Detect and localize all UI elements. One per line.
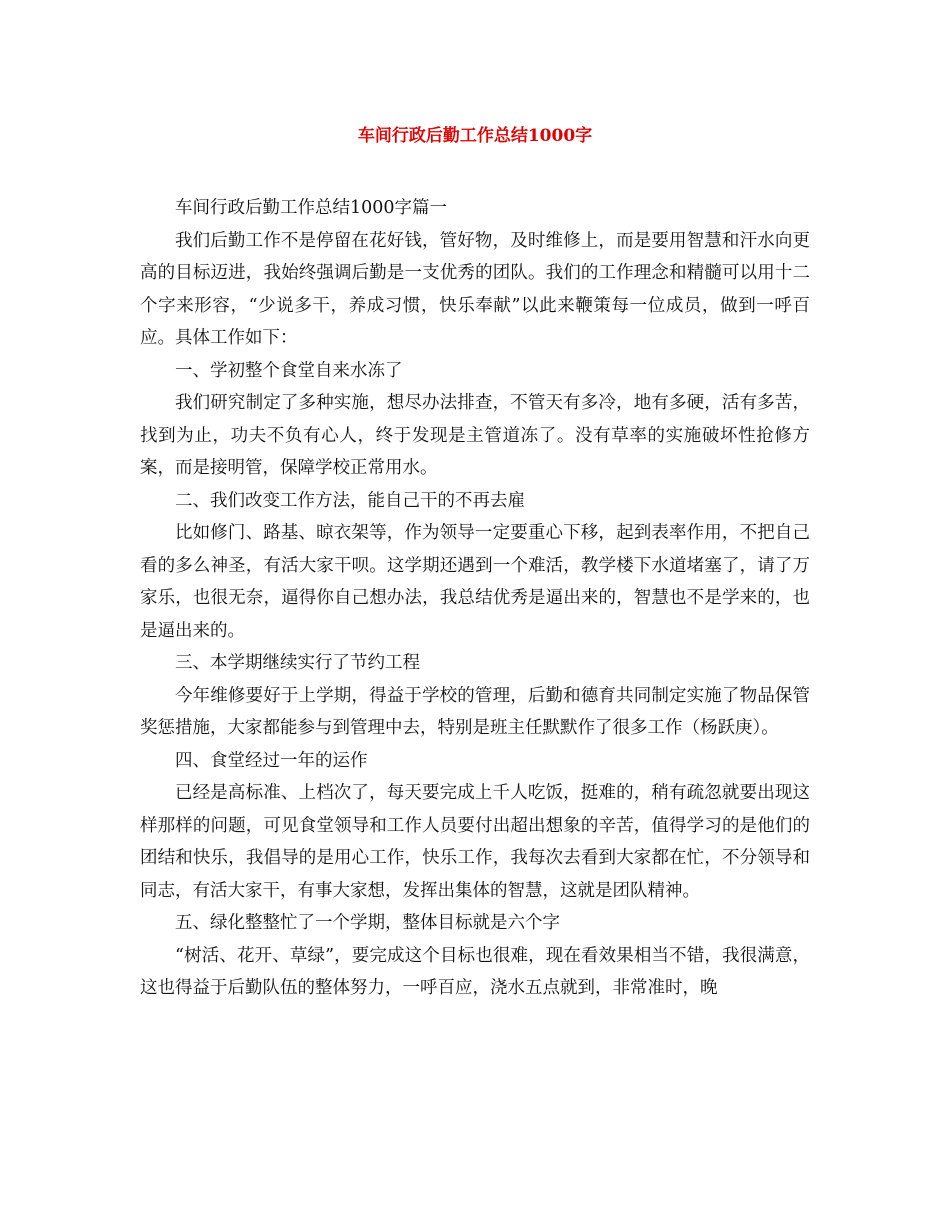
section-heading: 一、学初整个食堂自来水冻了	[175, 360, 403, 381]
section-heading: 四、食堂经过一年的运作	[175, 750, 368, 771]
document-body	[140, 192, 810, 1005]
paragraph: 已经是高标准、上档次了，每天要完成上千人吃饭，挺难的，稍有疏忽就要出现这样那样的问题，可见食堂领导和工作人员要付出超出想象的辛苦，值得学习的是他们的团结和快乐，我倡导的是用心工作，快乐工作，我每次去看到大家都在忙，不分领导和同志，有活大家干，有事大家想，发挥出集体的智慧，这就是团队精神。	[140, 783, 810, 901]
paragraph: “树活、花开、草绿”，要完成这个目标也很难，现在看效果相当不错，我很满意，这也得益于后勤队伍的整体努力，一呼百应，浇水五点就到，非常准时，晚	[140, 945, 810, 998]
section-heading: 二、我们改变工作方法，能自己干的不再去雇	[175, 490, 525, 511]
paragraph: 我们后勤工作不是停留在花好钱，管好物，及时维修上，而是要用智慧和汗水向更高的目标迈进，我始终强调后勤是一支优秀的团队。我们的工作理念和精髓可以用十二个字来形容，“少说多干，养成习惯，快乐奉献”以此来鞭策每一位成员，做到一呼百应。具体工作如下：	[140, 230, 810, 348]
document-title: 车间行政后勤工作总结1000字	[357, 126, 593, 146]
paragraph: 我们研究制定了多种实施，想尽办法排查，不管天有多冷，地有多硬，活有多苦，找到为止，功夫不负有心人，终于发现是主管道冻了。没有草率的实施破坏性抢修方案，而是接明管，保障学校正常用水。	[140, 393, 810, 478]
paragraph: 今年维修要好于上学期，得益于学校的管理，后勤和德育共同制定实施了物品保管奖惩措施，大家都能参与到管理中去，特别是班主任默默作了很多工作（杨跃庚）。	[140, 685, 810, 738]
section-heading: 三、本学期继续实行了节约工程	[175, 653, 420, 673]
paragraph: 比如修门、路基、晾衣架等，作为领导一定要重心下移，起到表率作用，不把自己看的多么神圣，有活大家干呗。这学期还遇到一个难活，教学楼下水道堵塞了，请了万家乐，也很无奈，逼得你自己想办法，我总结优秀是逼出来的，智慧也不是学来的，也是逼出来的。	[140, 523, 810, 641]
section-heading: 车间行政后勤工作总结1000字篇一	[175, 198, 448, 218]
section-heading: 五、绿化整整忙了一个学期，整体目标就是六个字	[175, 913, 560, 933]
